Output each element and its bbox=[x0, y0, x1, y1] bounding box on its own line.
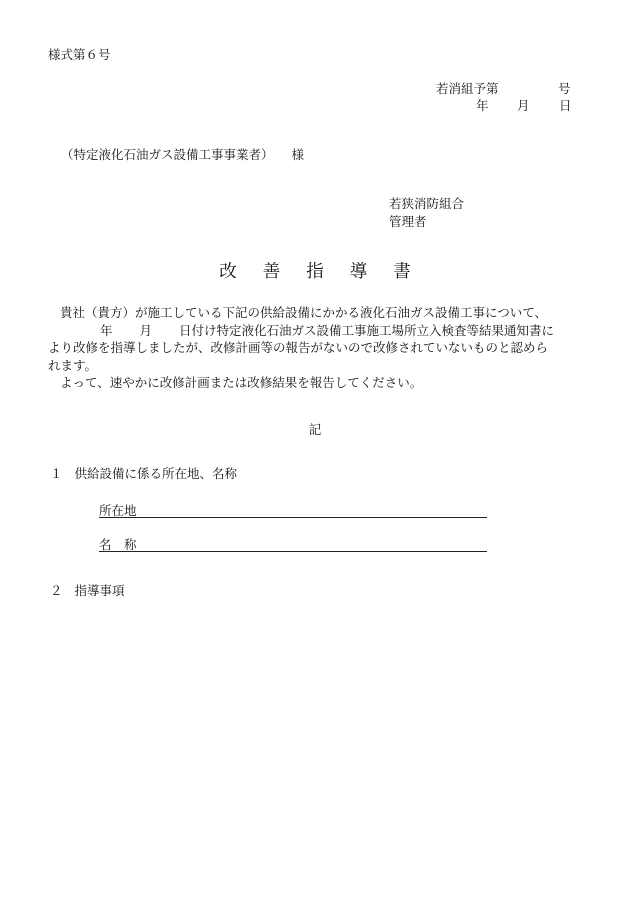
name-field[interactable] bbox=[99, 535, 487, 552]
date-year: 年 bbox=[476, 98, 489, 113]
addressee-name: （特定液化石油ガス設備工事事業者） bbox=[61, 147, 274, 162]
form-number: 様式第６号 bbox=[48, 47, 111, 62]
issuer-organization: 若狭消防組合 bbox=[389, 196, 465, 211]
body-line-2 bbox=[48, 322, 588, 340]
document-number-suffix: 号 bbox=[558, 81, 571, 96]
date-month: 月 bbox=[517, 98, 530, 113]
body-line-1: 貴社（貴方）が施工している下記の供給設備にかかる液化石油ガス設備工事について、 bbox=[60, 305, 548, 320]
location-field[interactable] bbox=[99, 501, 487, 518]
title-char: 善 bbox=[262, 262, 281, 282]
issuer-title: 管理者 bbox=[389, 214, 427, 229]
addressee bbox=[61, 149, 304, 162]
title-char: 導 bbox=[349, 262, 368, 282]
body-date-year: 年 bbox=[100, 322, 113, 338]
addressee-honorific: 様 bbox=[291, 147, 305, 162]
section-1-label: 供給設備に係る所在地、名称 bbox=[74, 466, 238, 481]
document-title bbox=[0, 264, 630, 282]
title-char: 書 bbox=[393, 262, 411, 282]
section-2-heading bbox=[50, 585, 125, 598]
section-2-number: ２ bbox=[50, 583, 63, 598]
body-line-4: れます。 bbox=[48, 357, 98, 373]
body-line-5: よって、速やかに改修計画または改修結果を報告してください。 bbox=[60, 375, 423, 390]
section-1-number: １ bbox=[50, 466, 63, 481]
body-date-month: 月 bbox=[139, 322, 153, 338]
title-char: 改 bbox=[219, 262, 237, 282]
body-date-rest: 日付け特定液化石油ガス設備工事施工場所立入検査等結果通知書に bbox=[179, 322, 555, 338]
title-char: 指 bbox=[306, 262, 324, 282]
body-text bbox=[48, 304, 588, 392]
body-line-3: より改修を指導しましたが、改修計画等の報告がないので改修されていないものと認めら bbox=[48, 340, 549, 355]
name-label: 名 称 bbox=[99, 537, 137, 552]
location-label: 所在地 bbox=[99, 503, 137, 518]
document-date bbox=[476, 100, 572, 114]
date-day: 日 bbox=[559, 98, 572, 113]
document-number-prefix: 若消組予第 bbox=[436, 81, 499, 96]
section-2-label: 指導事項 bbox=[74, 583, 125, 598]
ki-heading: 記 bbox=[308, 422, 322, 437]
section-1-heading bbox=[50, 468, 237, 481]
